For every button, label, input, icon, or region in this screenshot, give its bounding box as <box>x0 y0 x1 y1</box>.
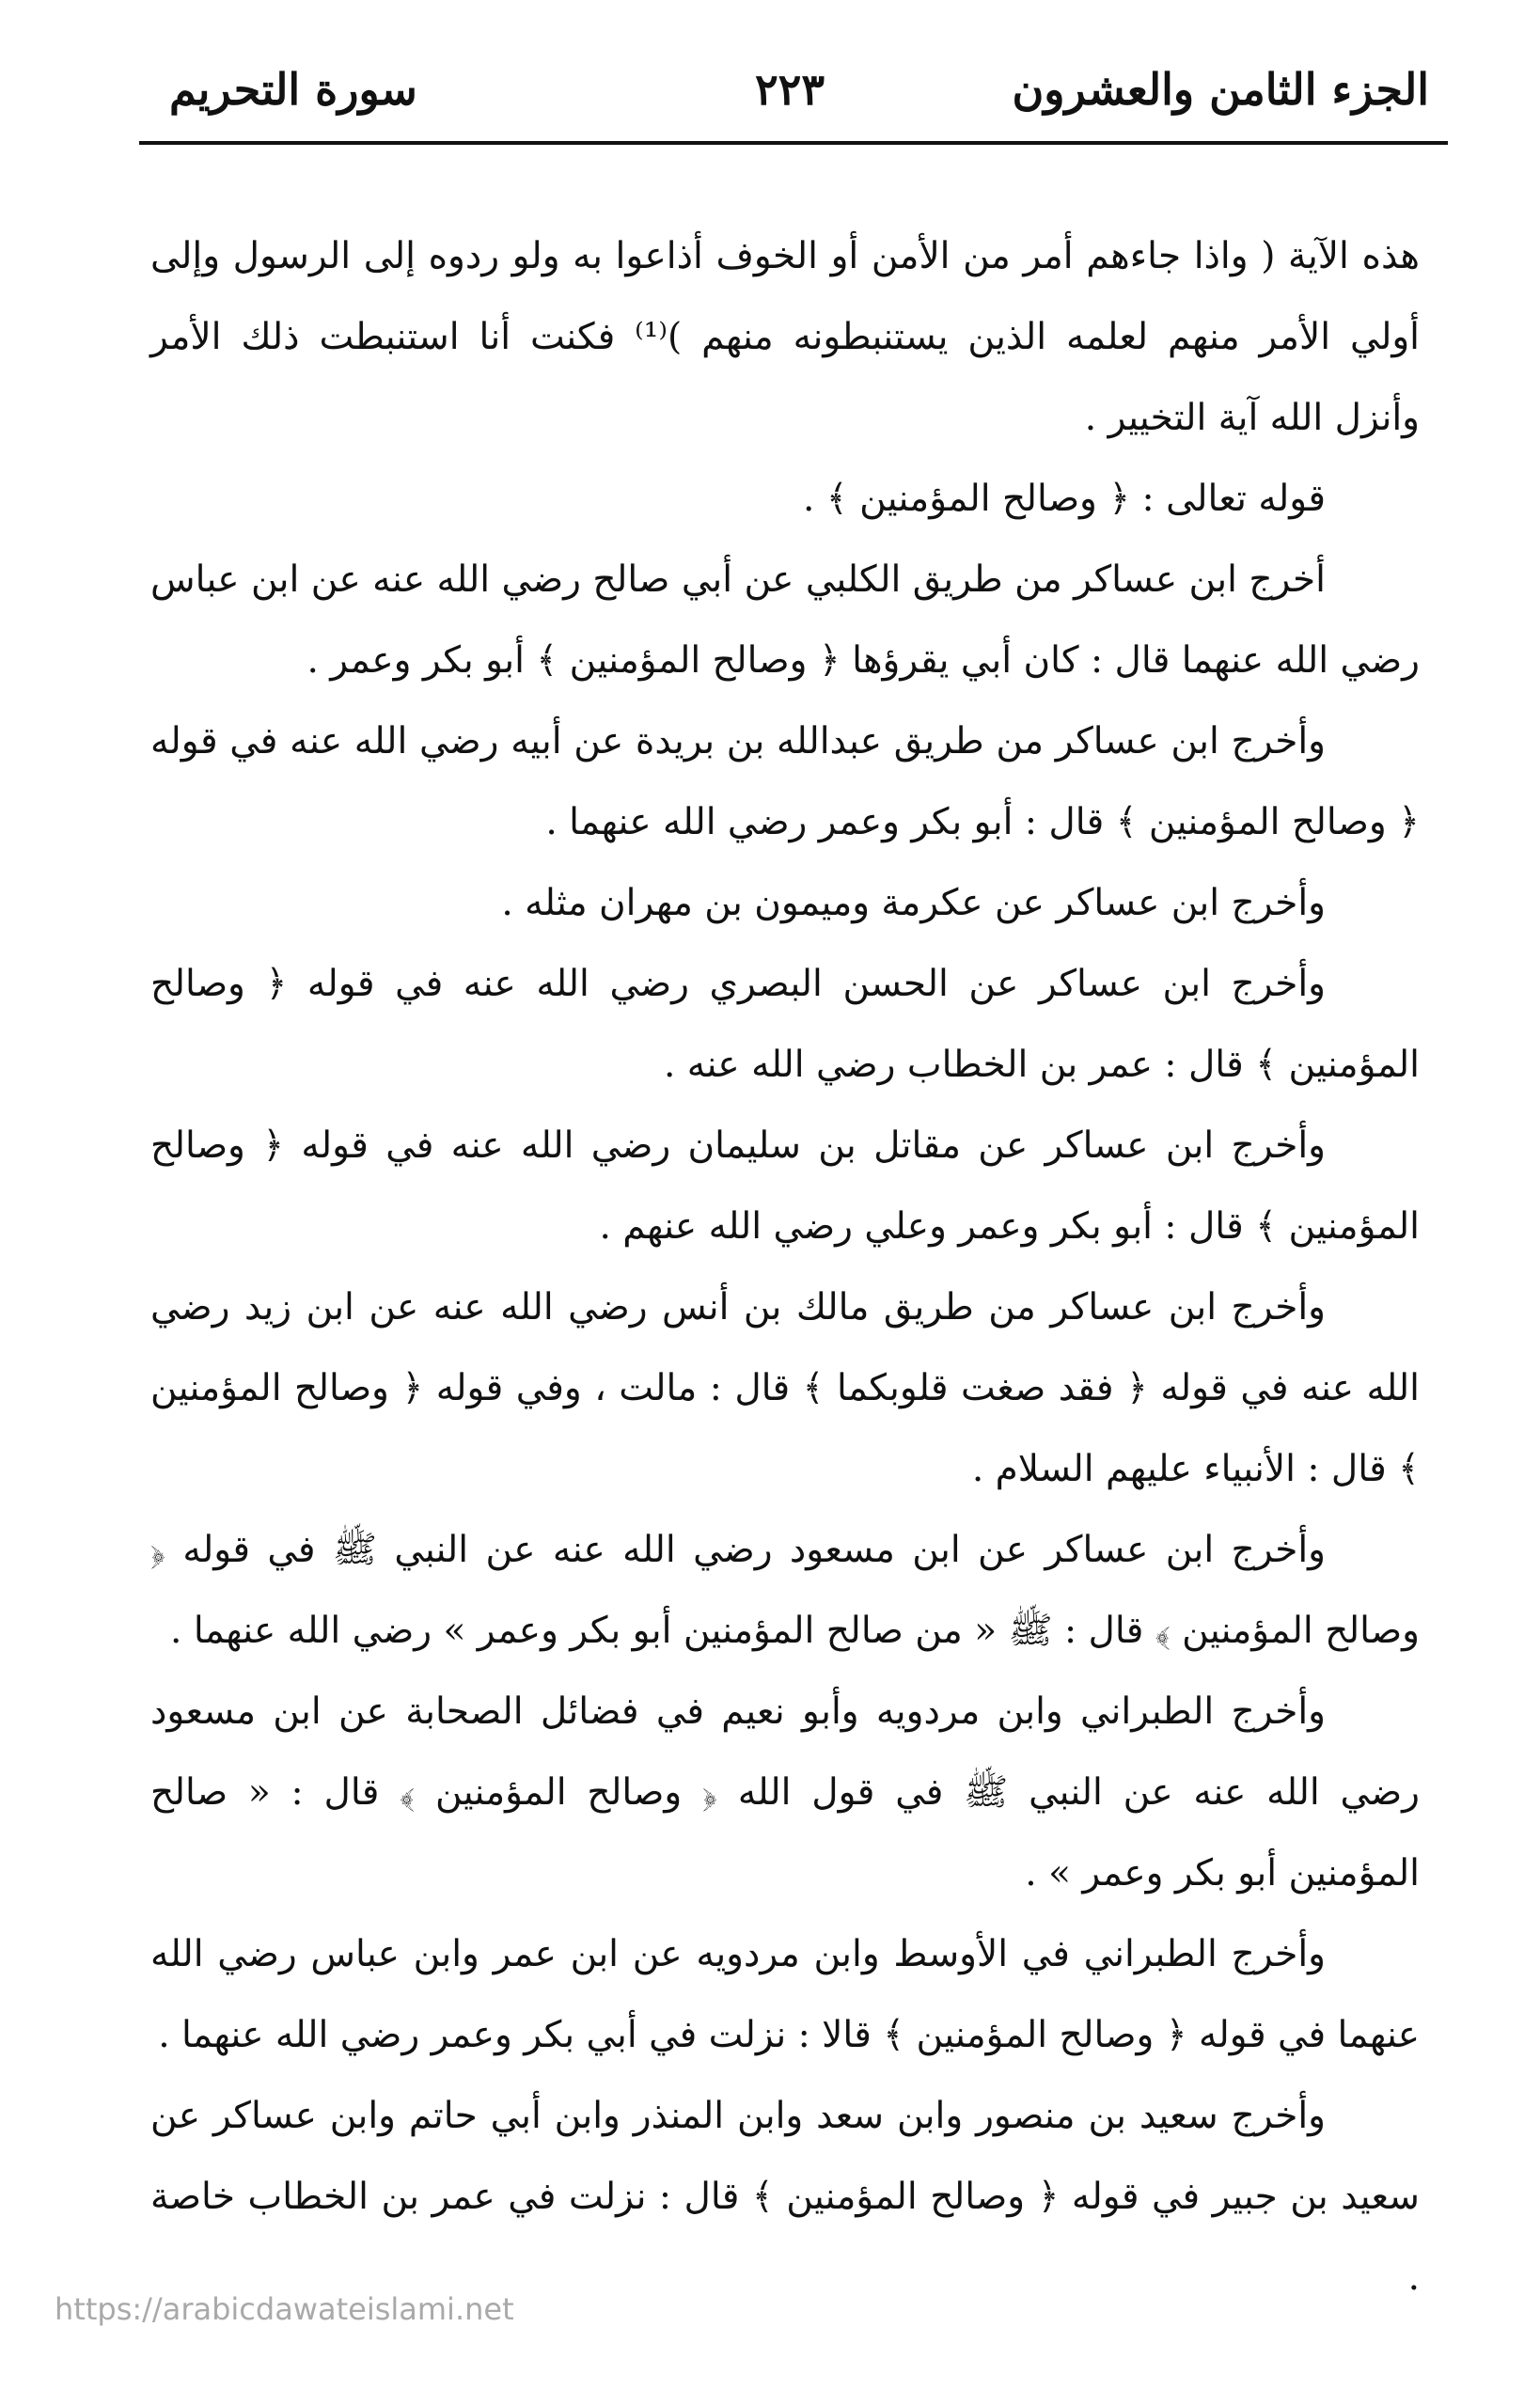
paragraph: وأخرج سعيد بن منصور وابن سعد وابن المنذر وابن أبي حاتم وابن عساكر عن سعيد بن جبير في قوله ﴿ وصالح المؤمنين ﴾ قال : نزلت في عمر بن الخطاب خاصة . <box>150 2095 1420 2299</box>
paragraph: وأخرج ابن عساكر عن الحسن البصري رضي الله عنه في قوله ﴿ وصالح المؤمنين ﴾ قال : عمر بن الخطاب رضي الله عنه . <box>150 963 1420 1086</box>
paragraph: وأخرج ابن عساكر من طريق عبدالله بن بريدة عن أبيه رضي الله عنه في قوله ﴿ وصالح المؤمنين ﴾ قال : أبو بكر وعمر رضي الله عنهما . <box>150 720 1420 843</box>
paragraph: وأخرج الطبراني وابن مردويه وأبو نعيم في فضائل الصحابة عن ابن مسعود رضي الله عنه عن النبي ﷺ في قول الله ﴿ وصالح المؤمنين ﴾ قال : « صالح المؤمنين أبو بكر وعمر » . <box>150 1690 1420 1895</box>
paragraph: قوله تعالى : ﴿ وصالح المؤمنين ﴾ . <box>803 478 1326 520</box>
paragraph: وأخرج ابن عساكر عن ابن مسعود رضي الله عنه عن النبي ﷺ في قوله ﴿ وصالح المؤمنين ﴾ قال : ﷺ « من صالح المؤمنين أبو بكر وعمر » رضي الله عنهما . <box>150 1529 1420 1652</box>
paragraph: أخرج ابن عساكر من طريق الكلبي عن أبي صالح رضي الله عنه عن ابن عباس رضي الله عنهما قال : كان أبي يقرؤها ﴿ وصالح المؤمنين ﴾ أبو بكر وعمر . <box>150 558 1420 682</box>
paragraph: وأخرج ابن عساكر عن مقاتل بن سليمان رضي الله عنه في قوله ﴿ وصالح المؤمنين ﴾ قال : أبو بكر وعمر وعلي رضي الله عنهم . <box>150 1124 1420 1248</box>
paragraph: هذه الآية ( واذا جاءهم أمر من الأمن أو الخوف أذاعوا به ولو ردوه إلى الرسول وإلى أولي الأمر منهم لعلمه الذين يستنبطونه منهم )⁽¹⁾ فكنت أنا استنبطت ذلك الأمر وأنزل الله آية التخيير . <box>150 235 1421 439</box>
paragraph: وأخرج ابن عساكر عن عكرمة وميمون بن مهران مثله . <box>501 882 1326 924</box>
juz-title: الجزء الثامن والعشرون <box>1012 64 1429 115</box>
page-number: ٢٢٣ <box>754 64 825 115</box>
surah-title: سورة التحريم <box>169 64 417 115</box>
watermark-url: https://arabicdawateislami.net <box>55 2291 514 2327</box>
paragraph: وأخرج الطبراني في الأوسط وابن مردويه عن ابن عمر وابن عباس رضي الله عنهما في قوله ﴿ وصالح المؤمنين ﴾ قالا : نزلت في أبي بكر وعمر رضي الله عنهما . <box>150 1933 1420 2056</box>
page-body <box>150 216 1420 2319</box>
paragraph: وأخرج ابن عساكر من طريق مالك بن أنس رضي الله عنه عن ابن زيد رضي الله عنه في قوله ﴿ فقد صغت قلوبكما ﴾ قال : مالت ، وفي قوله ﴿ وصالح المؤمنين ﴾ قال : الأنبياء عليهم السلام . <box>150 1286 1420 1490</box>
header-divider <box>139 141 1448 145</box>
page-header <box>141 56 1438 141</box>
